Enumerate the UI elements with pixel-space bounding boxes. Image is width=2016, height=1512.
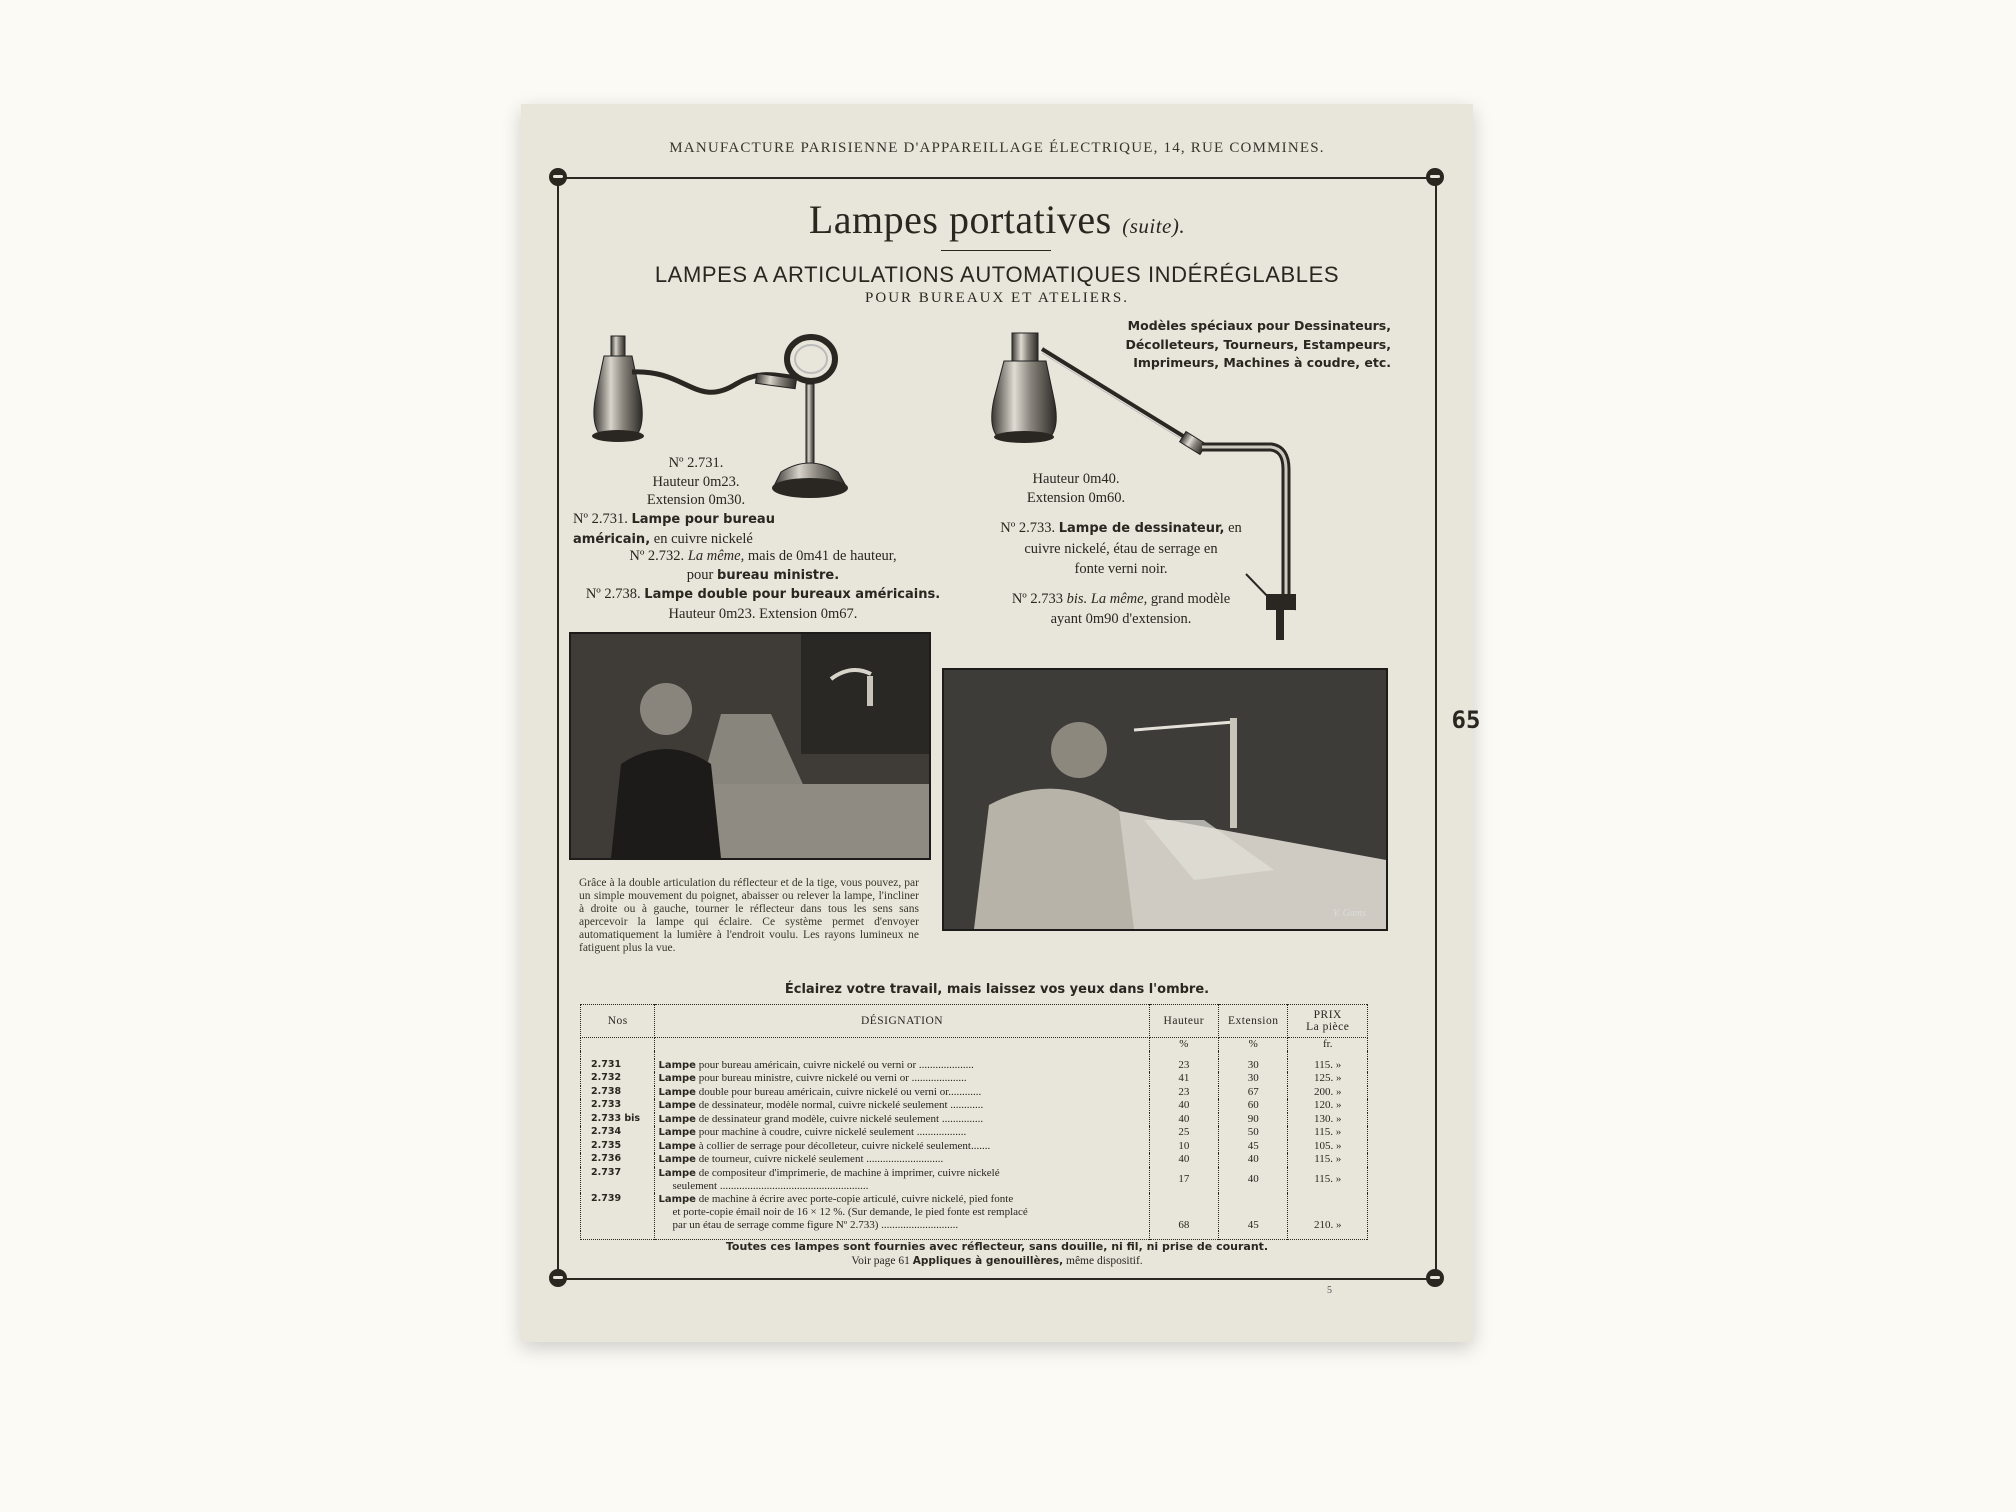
row-extension: 45	[1219, 1193, 1288, 1232]
title-underline	[941, 250, 1051, 251]
col-header-prix	[1288, 1005, 1368, 1038]
table-row	[581, 1099, 1368, 1113]
models-line: Décolleteurs, Tourneurs, Estampeurs,	[1125, 336, 1391, 352]
model-number: Nº 2.732.	[629, 548, 685, 564]
extension-value: Extension 0m60.	[1026, 489, 1126, 506]
price-table	[580, 1004, 1368, 1240]
row-designation-text: et porte-copie émail noir de 16 × 12 %. (Sur demande, le pied fonte est remplacé	[672, 1206, 1028, 1218]
photo-signature: V. Gams	[1332, 908, 1366, 919]
row-hauteur: 40	[1149, 1153, 1218, 1167]
model-number: Nº 2.733.	[1000, 520, 1056, 536]
row-number: 2.732	[581, 1072, 655, 1086]
models-line: Imprimeurs, Machines à coudre, etc.	[1133, 355, 1391, 370]
text: en	[1228, 520, 1242, 536]
row-lampe-word: Lampe	[658, 1073, 696, 1084]
row-lampe-word: Lampe	[658, 1167, 696, 1179]
prix-label: PRIX	[1313, 1009, 1342, 1021]
table-spacer	[581, 1231, 1368, 1240]
row-number: 2.738	[581, 1086, 655, 1100]
model-2732-description	[573, 547, 953, 585]
row-hauteur: 23	[1149, 1086, 1218, 1100]
row-hauteur: 25	[1149, 1126, 1218, 1140]
product-name: Lampe double pour bureaux américains.	[644, 587, 941, 602]
extension-note: ayant 0m90 d'extension.	[1050, 611, 1192, 627]
product-name: Lampe pour bureau	[631, 512, 775, 527]
row-number: 2.737	[581, 1167, 655, 1193]
row-prix: 115. »	[1288, 1167, 1368, 1193]
unit-prix: fr.	[1288, 1038, 1368, 1051]
table-row	[581, 1086, 1368, 1100]
row-lampe-word: Lampe	[658, 1193, 696, 1205]
row-line	[658, 1167, 1145, 1181]
row-prix: 105. »	[1288, 1140, 1368, 1154]
model-number: Nº 2.731.	[668, 455, 724, 471]
product-material: cuivre nickelé, étau de serrage en	[1024, 541, 1218, 557]
table-row	[581, 1113, 1368, 1127]
model-2738-description	[573, 585, 953, 623]
row-hauteur: 23	[1149, 1059, 1218, 1073]
table-row	[581, 1126, 1368, 1140]
row-hauteur: 68	[1149, 1193, 1218, 1232]
row-designation-text: pour bureau ministre, cuivre nickelé ou verni or ....................	[698, 1072, 967, 1084]
spacer-cell	[1288, 1231, 1368, 1240]
model-number: Nº 2.733	[1011, 591, 1064, 607]
row-designation-text: de dessinateur grand modèle, cuivre nickelé seulement ...............	[698, 1112, 984, 1125]
row-number: 2.733 bis	[581, 1113, 655, 1127]
slogan: Éclairez votre travail, mais laissez vos yeux dans l'ombre.	[784, 982, 1210, 997]
page-number: 65	[1451, 706, 1481, 734]
corner-ornament	[549, 1269, 567, 1287]
col-header-extension: Extension	[1219, 1005, 1288, 1038]
table-row	[581, 1140, 1368, 1154]
row-number: 2.734	[581, 1126, 655, 1140]
frame-left-rule	[557, 177, 559, 1278]
photo-desk-worker	[569, 632, 931, 860]
corner-ornament	[1426, 168, 1444, 186]
page-title	[521, 196, 1473, 243]
row-designation	[655, 1126, 1149, 1140]
row-extension: 67	[1219, 1086, 1288, 1100]
row-prix: 120. »	[1288, 1099, 1368, 1113]
row-designation	[655, 1086, 1149, 1100]
row-designation-text: à collier de serrage pour décolleteur, cuivre nickelé seulement.......	[698, 1139, 991, 1152]
height-value: Hauteur 0m40.	[1032, 471, 1120, 487]
catalog-page	[521, 104, 1481, 1342]
model-number: Nº 2.731.	[573, 511, 628, 527]
height-value: Hauteur 0m23.	[652, 473, 740, 490]
row-prix: 210. »	[1288, 1193, 1368, 1232]
row-designation-text: de dessinateur, modèle normal, cuivre nickelé seulement ............	[698, 1099, 984, 1111]
row-number: 2.733	[581, 1099, 655, 1113]
same-label: La même,	[687, 548, 745, 564]
row-extension: 50	[1219, 1126, 1288, 1140]
same-label: La même,	[1090, 591, 1148, 607]
product-name: américain,	[573, 531, 651, 547]
unit-hauteur: %	[1149, 1038, 1218, 1051]
photo-draftsman-worker	[942, 668, 1388, 931]
table-row	[581, 1153, 1368, 1167]
same-device: même dispositif.	[1066, 1255, 1143, 1267]
row-designation	[655, 1153, 1149, 1167]
dimensions: Hauteur 0m23. Extension 0m67.	[668, 605, 858, 622]
row-prix: 125. »	[1288, 1072, 1368, 1086]
frame-top-rule	[557, 177, 1437, 179]
page-header: MANUFACTURE PARISIENNE D'APPAREILLAGE ÉLECTRIQUE, 14, RUE COMMINES.	[669, 140, 1325, 156]
title-suffix: (suite).	[1122, 214, 1186, 238]
model-number: Nº 2.738.	[585, 586, 641, 602]
subtitle: LAMPES A ARTICULATIONS AUTOMATIQUES INDÉRÉGLABLES	[654, 262, 1340, 287]
row-number: 2.739	[581, 1193, 655, 1232]
row-extension: 60	[1219, 1099, 1288, 1113]
col-header-no: Nos	[581, 1005, 655, 1038]
model-2733-description	[981, 518, 1261, 579]
row-extension: 40	[1219, 1153, 1288, 1167]
product-material: fonte verni noir.	[1074, 561, 1168, 577]
row-designation	[655, 1140, 1149, 1154]
table-row	[581, 1059, 1368, 1073]
row-prix: 115. »	[1288, 1153, 1368, 1167]
spacer-cell	[1149, 1231, 1218, 1240]
row-number: 2.735	[581, 1140, 655, 1154]
product-material: en cuivre nickelé	[653, 530, 753, 547]
spacer-cell	[655, 1231, 1149, 1240]
row-lampe-word: Lampe	[658, 1140, 696, 1152]
corner-ornament	[1426, 1269, 1444, 1287]
row-designation	[655, 1167, 1149, 1193]
bis-label: bis.	[1066, 591, 1088, 607]
models-line: Modèles spéciaux pour Dessinateurs,	[1127, 318, 1391, 333]
row-designation-text: pour machine à coudre, cuivre nickelé seulement ..................	[698, 1126, 967, 1138]
row-designation	[655, 1059, 1149, 1073]
row-designation	[655, 1072, 1149, 1086]
row-lampe-word: Lampe	[658, 1154, 696, 1165]
row-designation	[655, 1113, 1149, 1127]
row-prix: 200. »	[1288, 1086, 1368, 1100]
col-header-designation: DÉSIGNATION	[655, 1005, 1149, 1038]
row-lampe-word: Lampe	[658, 1100, 696, 1111]
row-number: 2.731	[581, 1059, 655, 1073]
row-designation-text: pour bureau américain, cuivre nickelé ou verni or ....................	[698, 1058, 974, 1071]
row-number: 2.736	[581, 1153, 655, 1167]
row-extension: 45	[1219, 1140, 1288, 1154]
model-2733-dims	[976, 470, 1176, 507]
row-lampe-word: Lampe	[658, 1127, 696, 1138]
row-extension: 30	[1219, 1072, 1288, 1086]
footnote-see-page	[521, 1255, 1473, 1267]
row-prix: 130. »	[1288, 1113, 1368, 1127]
height-note: mais de 0m41 de hauteur,	[747, 548, 897, 564]
row-designation-text: seulement ......................................................	[672, 1180, 869, 1192]
spacer-cell	[1219, 1231, 1288, 1240]
unit-extension: %	[1219, 1038, 1288, 1051]
col-header-hauteur: Hauteur	[1149, 1005, 1218, 1038]
units-row	[581, 1038, 1368, 1051]
row-extension: 40	[1219, 1167, 1288, 1193]
folio: 5	[1327, 1285, 1332, 1296]
model-2731-dims	[571, 454, 821, 510]
row-designation-text: par un étau de serrage comme figure Nº 2.733) ............................	[672, 1218, 959, 1231]
row-designation-text: double pour bureau américain, cuivre nickelé ou verni or............	[698, 1085, 982, 1098]
subtitle-secondary: POUR BUREAUX ET ATELIERS.	[865, 290, 1129, 306]
model-2733bis-description	[981, 589, 1261, 629]
table-header-row	[581, 1005, 1368, 1038]
row-designation-text: de tourneur, cuivre nickelé seulement ............................	[698, 1153, 944, 1165]
model-2731-description	[573, 510, 953, 549]
frame-bottom-rule	[557, 1278, 1437, 1280]
row-designation	[655, 1193, 1149, 1232]
row-hauteur: 10	[1149, 1140, 1218, 1154]
row-designation-text: de machine à écrire avec porte-copie articulé, cuivre nickelé, pied fonte	[698, 1192, 1014, 1205]
title-text: Lampes portatives	[808, 197, 1112, 242]
table-row	[581, 1193, 1368, 1232]
row-hauteur: 41	[1149, 1072, 1218, 1086]
row-prix: 115. »	[1288, 1126, 1368, 1140]
row-lampe-word: Lampe	[658, 1113, 696, 1125]
table-row	[581, 1167, 1368, 1193]
corner-ornament	[549, 168, 567, 186]
text: grand modèle	[1150, 591, 1231, 607]
caption-text: Grâce à la double articulation du réflecteur et de la tige, vous pouvez, par un simple mouvement du poignet, abaisser ou relever la lampe, l'incliner à droite ou à gauche, tourner le réflecteur dans tous les sens sans apercevoir la lampe qui éclaire. Ce système permet d'envoyer automatiquement la lumière à l'endroit voulu. Les rayons lumineux ne fatiguent plus la vue.	[579, 877, 919, 954]
row-hauteur: 17	[1149, 1167, 1218, 1193]
appliques-label: Appliques à genouillères,	[912, 1255, 1064, 1267]
product-name: bureau ministre.	[717, 567, 840, 583]
row-line	[658, 1193, 1145, 1207]
extension-value: Extension 0m30.	[646, 492, 746, 508]
row-prix: 115. »	[1288, 1059, 1368, 1073]
prix-sublabel: La pièce	[1306, 1021, 1350, 1033]
spacer-cell	[581, 1231, 655, 1240]
row-hauteur: 40	[1149, 1099, 1218, 1113]
row-extension: 30	[1219, 1059, 1288, 1073]
row-lampe-word: Lampe	[658, 1059, 696, 1071]
see-page: Voir page 61	[851, 1255, 910, 1267]
table-row	[581, 1072, 1368, 1086]
row-designation-text: de compositeur d'imprimerie, de machine à imprimer, cuivre nickelé	[698, 1166, 1000, 1179]
product-name: Lampe de dessinateur,	[1058, 521, 1225, 536]
row-hauteur: 40	[1149, 1113, 1218, 1127]
row-lampe-word: Lampe	[658, 1086, 696, 1098]
text: pour	[686, 566, 714, 583]
row-extension: 90	[1219, 1113, 1288, 1127]
row-designation	[655, 1099, 1149, 1113]
footnote-included: Toutes ces lampes sont fournies avec réflecteur, sans douille, ni fil, ni prise de courant.	[725, 1240, 1269, 1253]
